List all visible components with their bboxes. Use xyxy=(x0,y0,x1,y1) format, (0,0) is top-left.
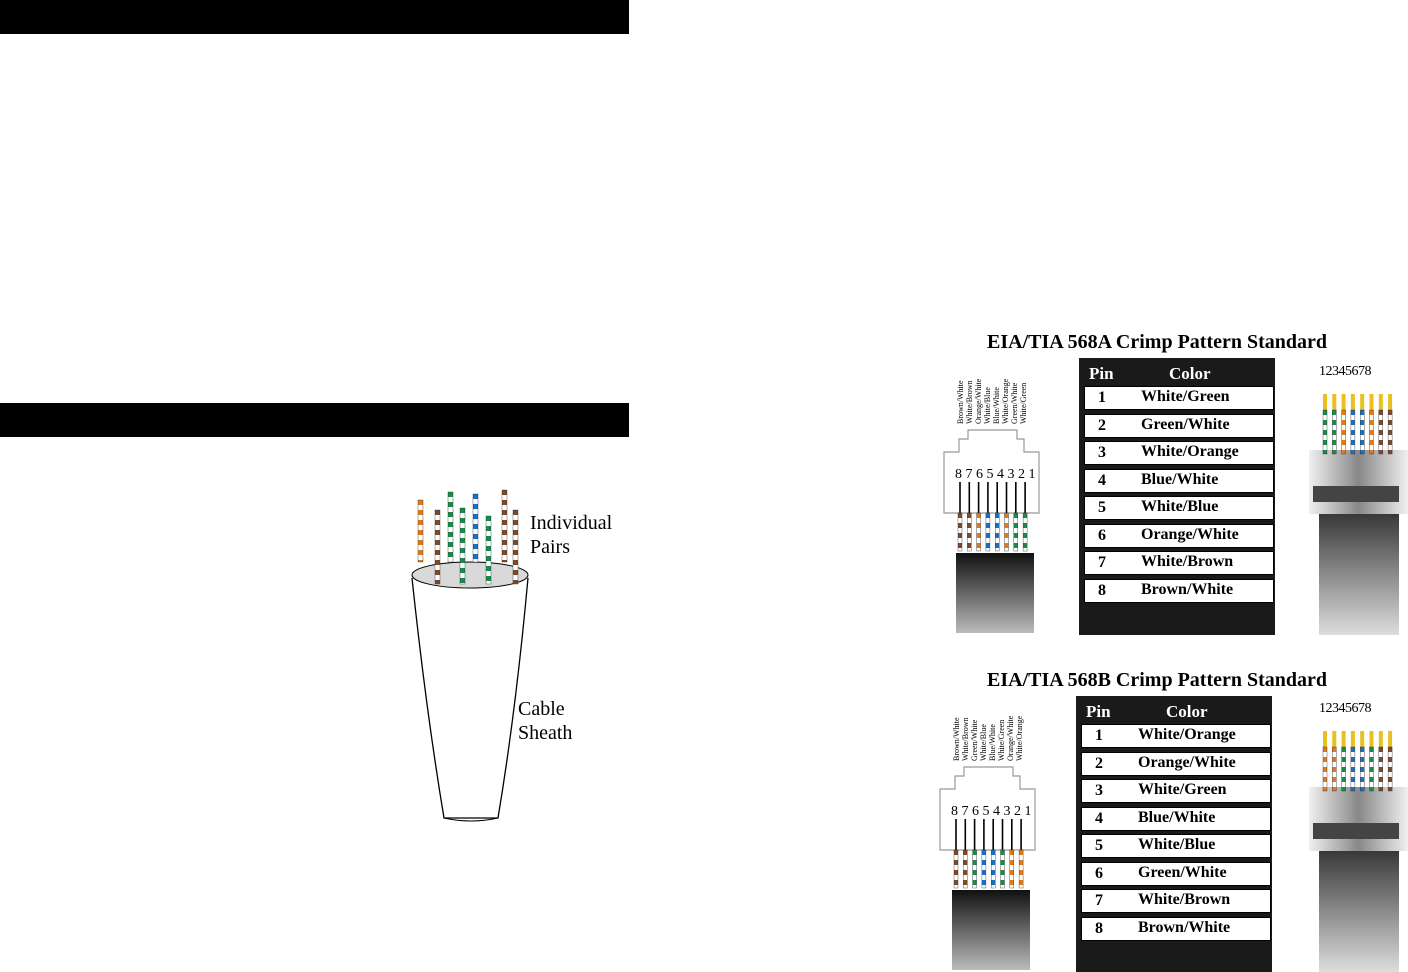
sheath-label-line1: Cable xyxy=(518,698,565,720)
jack-wire xyxy=(963,850,967,888)
pin-color: Orange/White xyxy=(1138,753,1236,771)
standard-a-plug-diagram xyxy=(1309,380,1408,635)
pin-row xyxy=(1081,807,1271,831)
jack-wire xyxy=(967,513,971,551)
pin-color: Green/White xyxy=(1138,863,1227,881)
plug-contact xyxy=(1388,731,1392,747)
pin-number: 1 xyxy=(1098,389,1106,406)
pin-number: 3 xyxy=(1095,782,1103,799)
standard-a-jack-pin-numbers: 8 7 6 5 4 3 2 1 xyxy=(955,467,1036,482)
plug-contact xyxy=(1332,394,1336,410)
jack-wire xyxy=(991,850,995,888)
pin-row xyxy=(1084,524,1274,548)
plug-wire xyxy=(1342,410,1346,454)
pin-number: 3 xyxy=(1098,444,1106,461)
wire-label: White/Orange xyxy=(1001,378,1010,424)
plug-body xyxy=(1309,450,1408,514)
pin-row xyxy=(1084,579,1274,603)
standard-b-jack-pin-numbers: 8 7 6 5 4 3 2 1 xyxy=(951,804,1032,819)
pin-row xyxy=(1081,834,1271,858)
plug-wire xyxy=(1351,747,1355,791)
sheath-label-line2: Sheath xyxy=(518,722,573,744)
wire-label: White/Orange xyxy=(1015,715,1024,761)
cable-pairs-diagram xyxy=(400,480,540,825)
standard-a-plug-pin-numbers: 1 2 3 4 5 6 7 8 xyxy=(1319,364,1370,379)
pin-color: Blue/White xyxy=(1141,470,1219,488)
pin-row xyxy=(1081,752,1271,776)
pin-row xyxy=(1081,917,1271,941)
wire-label: White/Blue xyxy=(983,387,992,424)
pin-row xyxy=(1081,724,1271,748)
pair-wire xyxy=(460,508,465,584)
pair-wire xyxy=(486,516,491,584)
plug-wire xyxy=(1379,747,1383,791)
section-header-bar-top xyxy=(0,0,629,34)
pairs-label-line1: Individual xyxy=(530,512,613,534)
plug-wire xyxy=(1332,410,1336,454)
pin-row xyxy=(1084,441,1274,465)
standard-a-pin-table xyxy=(1079,358,1275,635)
pin-color: Brown/White xyxy=(1141,580,1234,598)
pin-number: 7 xyxy=(1098,554,1106,571)
plug-contact xyxy=(1370,731,1374,747)
wire-label: Green/White xyxy=(970,719,979,761)
pin-number: 2 xyxy=(1095,754,1103,772)
wire-label: Blue/White xyxy=(988,724,997,761)
jack-wire xyxy=(982,850,986,888)
pin-row xyxy=(1084,551,1274,575)
pin-color: Green/White xyxy=(1141,415,1230,433)
pin-row xyxy=(1084,469,1274,493)
plug-wire xyxy=(1370,410,1374,454)
pin-number: 4 xyxy=(1098,471,1106,489)
plug-wire xyxy=(1379,410,1383,454)
pin-row xyxy=(1084,414,1274,438)
individual-pairs-label xyxy=(530,511,612,559)
standard-b-header-color: Color xyxy=(1166,702,1208,721)
standard-b-plug-diagram xyxy=(1309,717,1408,972)
pin-row xyxy=(1081,862,1271,886)
plug-latch xyxy=(1313,486,1399,502)
pin-number: 5 xyxy=(1098,499,1106,516)
plug-contact xyxy=(1342,731,1346,747)
wire-label: White/Brown xyxy=(961,717,970,761)
plug-wire xyxy=(1332,747,1336,791)
standard-b-plug-pin-numbers: 1 2 3 4 5 6 7 8 xyxy=(1319,701,1370,716)
plug-contact xyxy=(1342,394,1346,410)
plug-contact xyxy=(1388,394,1392,410)
pin-color: White/Brown xyxy=(1141,553,1234,570)
jack-wire xyxy=(1019,850,1023,888)
jack-wire xyxy=(1014,513,1018,551)
pin-number: 2 xyxy=(1098,416,1106,434)
plug-contact xyxy=(1360,731,1364,747)
pin-number: 1 xyxy=(1095,727,1103,744)
pin-row xyxy=(1081,889,1271,913)
pin-number: 5 xyxy=(1095,837,1103,854)
standard-a-header-color: Color xyxy=(1169,364,1211,383)
pin-row xyxy=(1084,496,1274,520)
plug-wire xyxy=(1323,747,1327,791)
jack-wire xyxy=(977,513,981,551)
plug-contact xyxy=(1323,394,1327,410)
plug-contact xyxy=(1351,731,1355,747)
standard-b-title: EIA/TIA 568B Crimp Pattern Standard xyxy=(987,669,1328,691)
plug-wire xyxy=(1342,747,1346,791)
jack-wire xyxy=(986,513,990,551)
standard-b-header-pin: Pin xyxy=(1086,702,1111,721)
pair-wire xyxy=(448,492,453,562)
plug-contact xyxy=(1332,731,1336,747)
jack-wire xyxy=(1023,513,1027,551)
jack-wire xyxy=(1010,850,1014,888)
jack-cable xyxy=(956,553,1034,633)
plug-contact xyxy=(1323,731,1327,747)
pin-color: White/Orange xyxy=(1141,443,1239,460)
plug-wire xyxy=(1360,747,1364,791)
plug-wire xyxy=(1360,410,1364,454)
wire-label: Brown/White xyxy=(952,717,961,761)
wire-label: White/Green xyxy=(997,719,1006,761)
wire-label: White/Green xyxy=(1019,382,1028,424)
wire-label: Green/White xyxy=(1010,382,1019,424)
plug-wire xyxy=(1351,410,1355,454)
pair-wire xyxy=(473,494,478,562)
pin-color: Blue/White xyxy=(1138,808,1216,826)
plug-contact xyxy=(1351,394,1355,410)
pin-row xyxy=(1081,779,1271,803)
plug-wire xyxy=(1323,410,1327,454)
pair-wire xyxy=(435,510,440,584)
standard-b-pin-table xyxy=(1076,696,1272,972)
plug-contact xyxy=(1360,394,1364,410)
plug-cable xyxy=(1319,847,1399,972)
pin-color: Orange/White xyxy=(1141,525,1239,543)
pin-number: 4 xyxy=(1095,809,1103,827)
pin-color: White/Blue xyxy=(1138,836,1216,853)
wire-label: White/Brown xyxy=(965,380,974,424)
pin-color: White/Green xyxy=(1138,781,1227,798)
standard-a-jack-diagram xyxy=(942,425,1052,635)
plug-body xyxy=(1309,787,1408,851)
wire-label: White/Blue xyxy=(979,724,988,761)
standard-a-header-pin: Pin xyxy=(1089,364,1114,383)
standard-a-title: EIA/TIA 568A Crimp Pattern Standard xyxy=(987,331,1328,353)
pin-color: White/Orange xyxy=(1138,726,1236,743)
pin-number: 8 xyxy=(1095,919,1103,937)
plug-cable xyxy=(1319,510,1399,635)
jack-wire xyxy=(958,513,962,551)
pair-wire xyxy=(418,500,423,562)
plug-wire xyxy=(1370,747,1374,791)
pin-color: White/Blue xyxy=(1141,498,1219,515)
pairs-label-line2: Pairs xyxy=(530,536,570,558)
wire-label: Blue/White xyxy=(992,387,1001,424)
cable-sheath-label xyxy=(518,697,572,745)
plug-wire xyxy=(1388,410,1392,454)
jack-cable xyxy=(952,890,1030,970)
pair-wire xyxy=(502,490,507,562)
jack-wire xyxy=(1001,850,1005,888)
plug-contact xyxy=(1379,394,1383,410)
pin-number: 6 xyxy=(1095,864,1103,882)
pair-wire xyxy=(513,510,518,584)
plug-latch xyxy=(1313,823,1399,839)
jack-wire xyxy=(1005,513,1009,551)
wire-label: Orange/White xyxy=(974,378,983,424)
jack-wire xyxy=(995,513,999,551)
pin-number: 7 xyxy=(1095,892,1103,909)
jack-wire xyxy=(954,850,958,888)
plug-contact xyxy=(1379,731,1383,747)
wire-label: Brown/White xyxy=(956,380,965,424)
pin-color: White/Brown xyxy=(1138,891,1231,908)
jack-wire xyxy=(973,850,977,888)
pin-color: White/Green xyxy=(1141,388,1230,405)
pin-color: Brown/White xyxy=(1138,918,1231,936)
pin-number: 8 xyxy=(1098,581,1106,599)
standard-b-jack-diagram xyxy=(938,762,1048,972)
standard-a-wire-labels xyxy=(956,360,1040,424)
standard-b-wire-labels xyxy=(952,697,1036,761)
pin-row xyxy=(1084,386,1274,410)
plug-contact xyxy=(1370,394,1374,410)
wire-label: Orange/White xyxy=(1006,715,1015,761)
plug-wire xyxy=(1388,747,1392,791)
pin-number: 6 xyxy=(1098,526,1106,544)
section-header-bar-middle xyxy=(0,403,629,437)
